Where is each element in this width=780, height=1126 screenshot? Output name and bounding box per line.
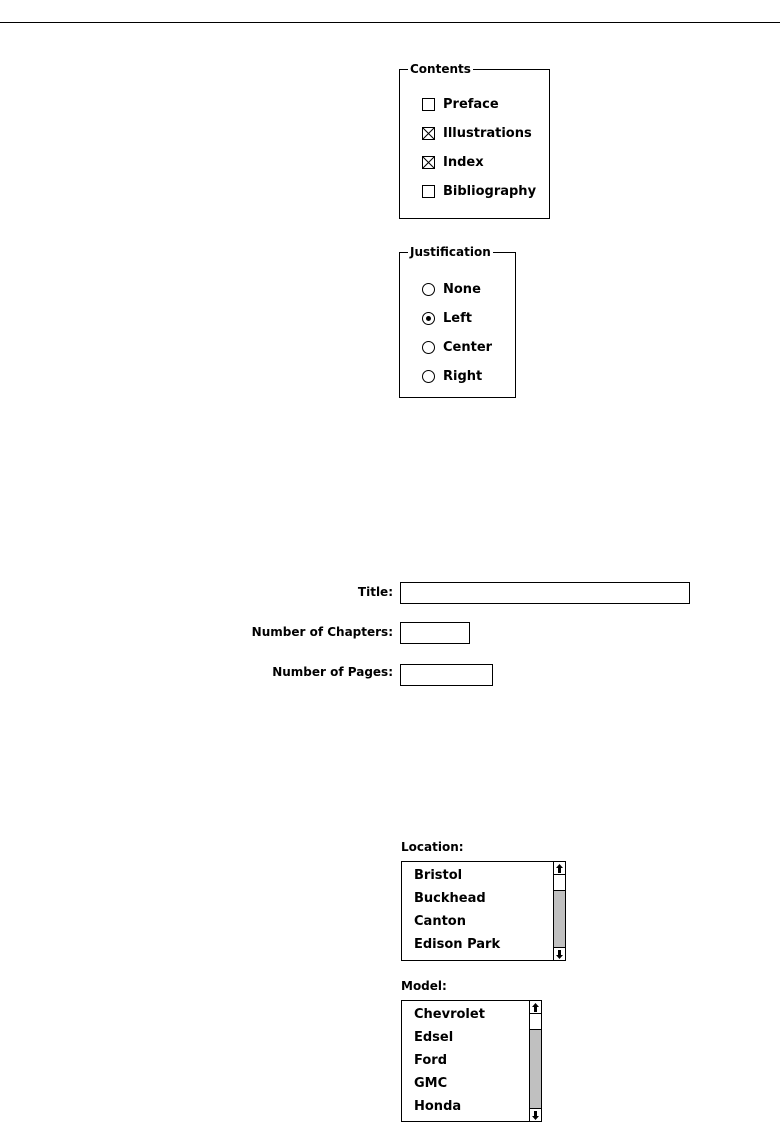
checkbox-label: Illustrations [443,125,532,141]
chapters-label: Number of Chapters: [251,625,393,639]
checkbox-checked-icon[interactable] [422,156,435,169]
checkbox-illustrations[interactable] [422,125,532,141]
title-input[interactable] [401,584,689,604]
radio-label: None [443,281,481,297]
radio-center[interactable] [422,339,492,355]
list-item[interactable]: Chevrolet [414,1007,485,1022]
radio-unselected-icon[interactable] [422,341,435,354]
radio-unselected-icon[interactable] [422,370,435,383]
justification-groupbox [399,245,516,398]
list-item[interactable]: GMC [414,1076,448,1091]
radio-selected-icon[interactable] [422,312,435,325]
radio-dot-icon [426,316,431,321]
scroll-up-arrow-icon[interactable] [554,862,565,875]
radio-right[interactable] [422,368,482,384]
location-listbox[interactable] [401,861,566,961]
radio-none[interactable] [422,281,481,297]
checkbox-checked-icon[interactable] [422,127,435,140]
location-scrollbar[interactable] [553,862,565,960]
list-item[interactable]: Buckhead [414,891,486,906]
pages-field-box [400,664,493,686]
checkbox-bibliography[interactable] [422,183,536,199]
radio-unselected-icon[interactable] [422,283,435,296]
list-item[interactable]: Edsel [414,1030,454,1045]
location-label: Location: [401,840,464,854]
checkbox-preface[interactable] [422,96,499,112]
scroll-thumb[interactable] [530,1014,541,1030]
scroll-down-arrow-icon[interactable] [530,1108,541,1121]
contents-legend: Contents [410,62,471,76]
checkbox-label: Index [443,154,484,170]
title-label: Title: [357,585,393,599]
radio-label: Right [443,368,483,384]
checkbox-unchecked-icon[interactable] [422,98,435,111]
list-item[interactable]: Bristol [414,868,463,883]
scroll-down-arrow-icon[interactable] [554,947,565,960]
model-listbox[interactable] [401,1000,542,1122]
pages-input[interactable] [401,666,492,686]
checkbox-label: Bibliography [443,183,537,199]
top-rule [0,22,780,23]
radio-label: Left [443,310,472,326]
chapters-input[interactable] [401,624,469,644]
scroll-thumb[interactable] [554,875,565,891]
checkbox-index[interactable] [422,154,484,170]
scroll-up-arrow-icon[interactable] [530,1001,541,1014]
contents-groupbox [399,62,550,219]
list-item[interactable]: Honda [414,1099,462,1114]
chapters-field-box [400,622,470,644]
radio-left[interactable] [422,310,472,326]
title-field-box [400,582,690,604]
checkbox-unchecked-icon[interactable] [422,185,435,198]
radio-label: Center [443,339,493,355]
pages-label: Number of Pages: [272,665,393,679]
model-scrollbar[interactable] [529,1001,541,1121]
list-item[interactable]: Ford [414,1053,448,1068]
model-label: Model: [401,979,447,993]
justification-legend: Justification [410,245,491,259]
list-item[interactable]: Edison Park [414,937,501,952]
checkbox-label: Preface [443,96,499,112]
list-item[interactable]: Canton [414,914,466,929]
